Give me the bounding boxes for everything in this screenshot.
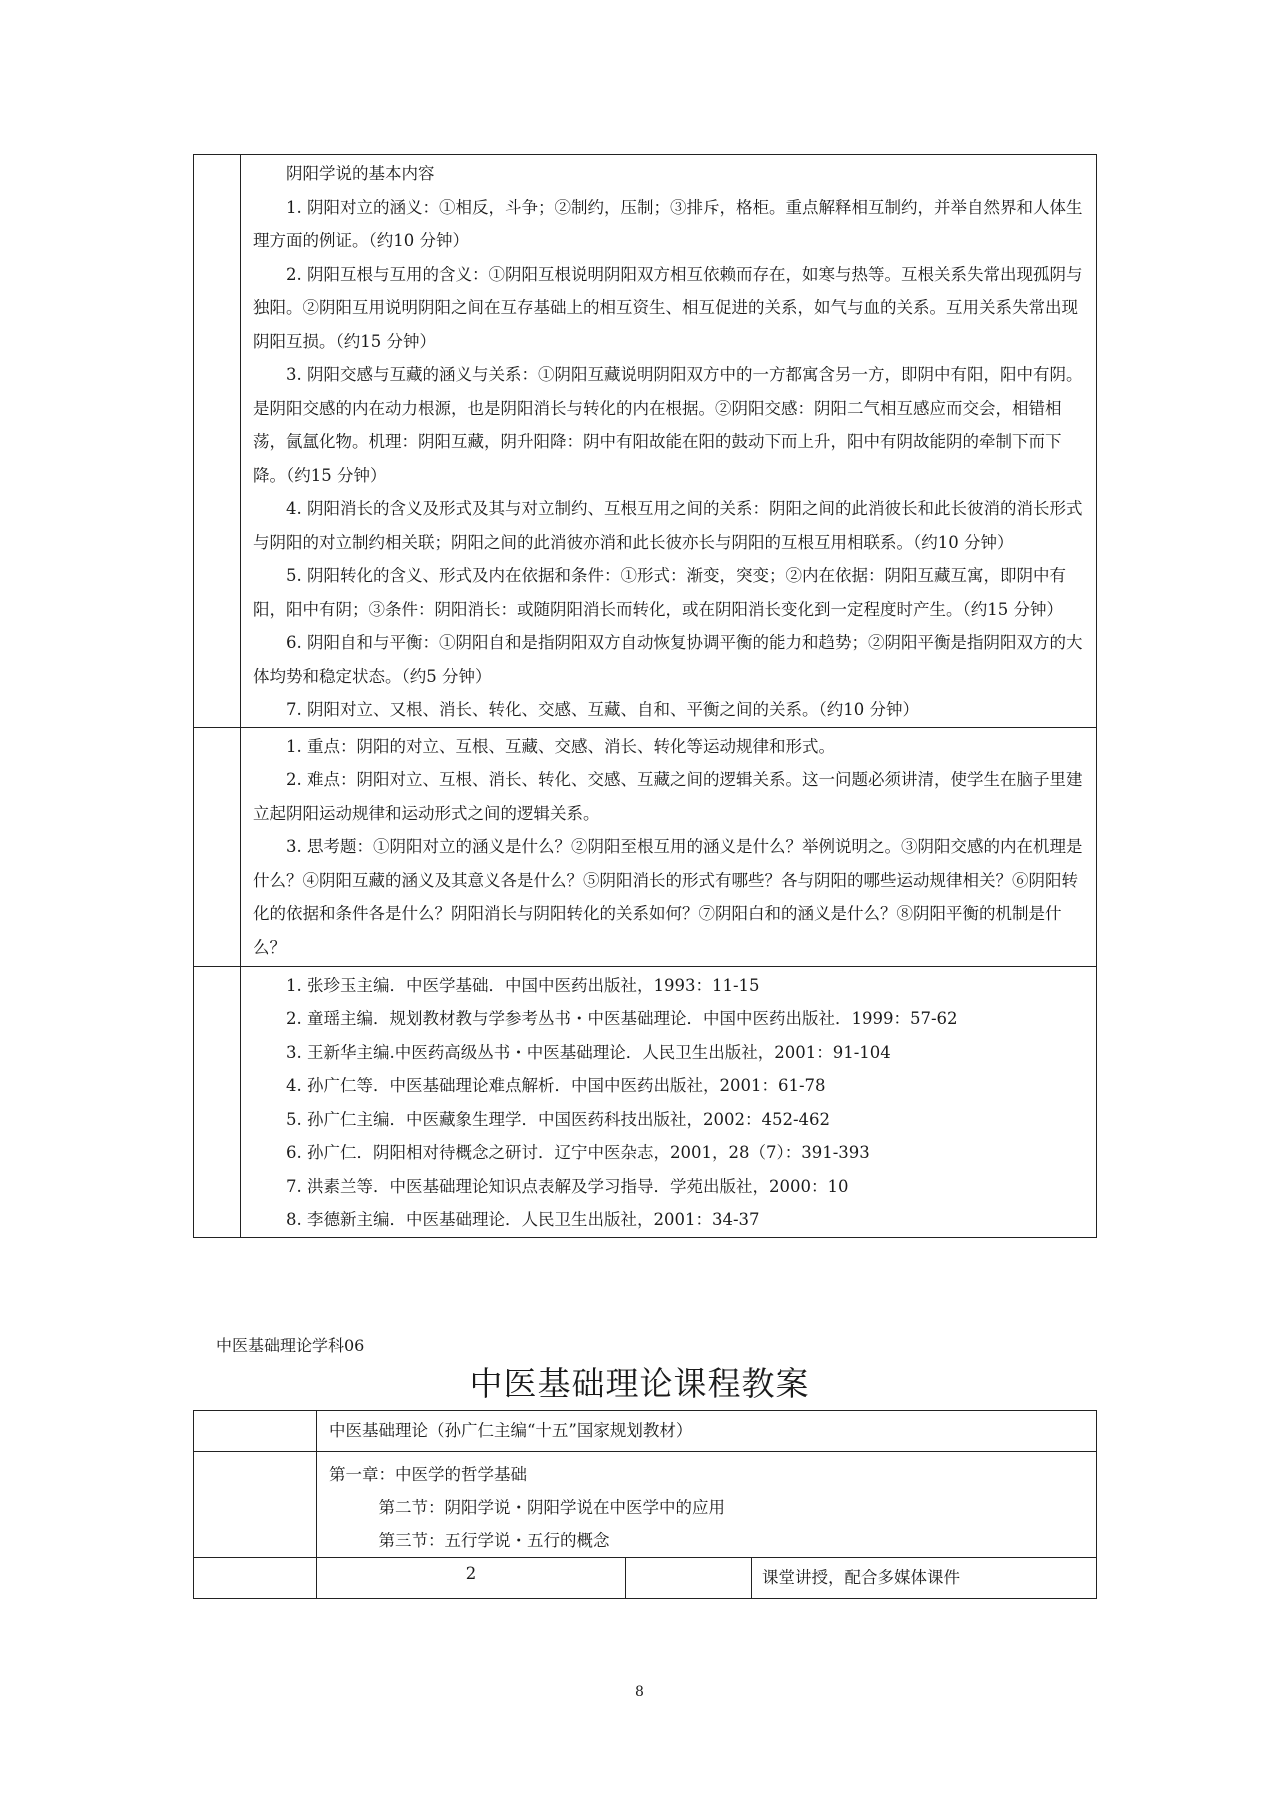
content-item: 6. 阴阳自和与平衡：①阴阳自和是指阴阳双方自动恢复协调平衡的能力和趋势；②阴阳平衡是指阴阳双方的大体均势和稳定状态。（约5 分钟） — [253, 633, 1083, 686]
content-item: 3. 阴阳交感与互藏的涵义与关系：①阴阳互藏说明阴阳双方中的一方都寓含另一方，即阴中有阳，阳中有阴。是阴阳交感的内在动力根源，也是阴阳消长与转化的内在根据。②阴阳交感：阴阳二气相互感应而交会，相错相荡，氤氲化物。机理：阴阳互藏，阴升阳降：阴中有阳故能在阳的鼓动下而上升，阳中有阴故能阴的牵制下而下降。（约15 分钟） — [253, 365, 1083, 485]
row-label-cell — [194, 966, 241, 1237]
keypoint-item: 3. 思考题：①阴阳对立的涵义是什么？②阴阳至根互用的涵义是什么？举例说明之。③阴阳交感的内在机理是什么？④阴阳互藏的涵义及其意义各是什么？⑤阴阳消长的形式有哪些？各与阴阳的哪些运动规律相关？⑥阴阳转化的依据和条件各是什么？阴阳消长与阴阳转化的关系如何？⑦阴阳白和的涵义是什么？⑧阴阳平衡的机制是什么？ — [253, 837, 1083, 957]
content-item: 7. 阴阳对立、又根、消长、转化、交感、互藏、自和、平衡之间的关系。（约10 分钟） — [286, 700, 919, 719]
reference-item: 8. 李德新主编．中医基础理论．人民卫生出版社，2001：34-37 — [286, 1210, 760, 1229]
row-label-cell — [194, 727, 241, 966]
content-item: 5. 阴阳转化的含义、形式及内在依据和条件：①形式：渐变，突变；②内在依据：阴阳互藏互寓，即阴中有阳，阳中有阴；③条件：阴阳消长：或随阴阳消长而转化，或在阴阳消长变化到一定程度时产生。（约15 分钟） — [253, 566, 1066, 619]
textbook-text: 中医基础理论（孙广仁主编“十五”国家规划教材） — [329, 1421, 693, 1440]
method-value: 课堂讲授，配合多媒体课件 — [762, 1568, 960, 1587]
chapter-row — [194, 1452, 1097, 1558]
header-label: 中医基础理论学科06 — [216, 1336, 365, 1355]
reference-item: 7. 洪素兰等．中医基础理论知识点表解及学习指导．学苑出版社，2000：10 — [286, 1176, 849, 1196]
textbook-cell — [317, 1411, 1097, 1452]
row-label-cell — [194, 155, 241, 728]
section-title: 阴阳学说的基本内容 — [286, 164, 435, 183]
page-number: 8 — [635, 1684, 644, 1700]
lesson-content-table — [193, 154, 1097, 1238]
keypoint-item: 2. 难点：阴阳对立、互根、消长、转化、交感、互藏之间的逻辑关系。这一问题必须讲清，使学生在脑子里建立起阴阳运动规律和运动形式之间的逻辑关系。 — [253, 770, 1083, 823]
course-info-table — [193, 1410, 1097, 1599]
keypoints-cell — [241, 727, 1097, 966]
hours-cell — [317, 1558, 626, 1599]
document-title: 中医基础理论课程教案 — [469, 1364, 810, 1403]
section-text: 第三节：五行学说・五行的概念 — [378, 1531, 610, 1550]
content-cell — [241, 155, 1097, 728]
row-label-cell — [194, 1452, 317, 1558]
reference-item: 6. 孙广仁．阴阳相对待概念之研讨．辽宁中医杂志，2001，28（7）：391-393 — [286, 1143, 870, 1162]
reference-item: 1. 张珍玉主编．中医学基础．中国中医药出版社，1993：11-15 — [286, 975, 760, 995]
chapter-cell — [317, 1452, 1097, 1558]
method-label-cell — [626, 1558, 752, 1599]
hours-method-row — [194, 1558, 1097, 1599]
references-row — [194, 966, 1097, 1237]
keypoint-item: 1. 重点：阴阳的对立、互根、互藏、交感、消长、转化等运动规律和形式。 — [286, 736, 835, 756]
textbook-row — [194, 1411, 1097, 1452]
content-item: 1. 阴阳对立的涵义：①相反，斗争；②制约，压制；③排斥，格柜。重点解释相互制约，并举自然界和人体生理方面的例证。（约10 分钟） — [253, 197, 1083, 250]
content-item: 4. 阴阳消长的含义及形式及其与对立制约、互根互用之间的关系：阴阳之间的此消彼长和此长彼消的消长形式与阴阳的对立制约相关联；阴阳之间的此消彼亦消和此长彼亦长与阴阳的互根互用相联系。（约10 分钟） — [253, 499, 1083, 552]
reference-item: 3. 王新华主编.中医药高级丛书・中医基础理论．人民卫生出版社，2001：91-104 — [286, 1042, 891, 1062]
content-item: 2. 阴阳互根与互用的含义：①阴阳互根说明阴阳双方相互依赖而存在，如寒与热等。互根关系失常出现孤阴与独阳。②阴阳互用说明阴阳之间在互存基础上的相互资生、相互促进的关系，如气与血的关系。互用关系失常出现阴阳互损。（约15 分钟） — [253, 264, 1083, 351]
section-text: 第二节：阴阳学说・阴阳学说在中医学中的应用 — [378, 1498, 725, 1517]
reference-item: 5. 孙广仁主编．中医藏象生理学．中国医药科技出版社，2002：452-462 — [286, 1109, 831, 1129]
keypoints-row — [194, 727, 1097, 966]
hours-value: 2 — [465, 1564, 477, 1583]
references-cell — [241, 966, 1097, 1237]
reference-item: 4. 孙广仁等．中医基础理论难点解析．中国中医药出版社，2001：61-78 — [286, 1076, 826, 1095]
content-row — [194, 155, 1097, 728]
row-label-cell — [194, 1558, 317, 1599]
chapter-text: 第一章：中医学的哲学基础 — [329, 1465, 527, 1484]
row-label-cell — [194, 1411, 317, 1452]
method-cell — [752, 1558, 1097, 1599]
reference-item: 2. 童瑶主编．规划教材教与学参考丛书・中医基础理论．中国中医药出版社．1999：57-62 — [286, 1009, 958, 1028]
